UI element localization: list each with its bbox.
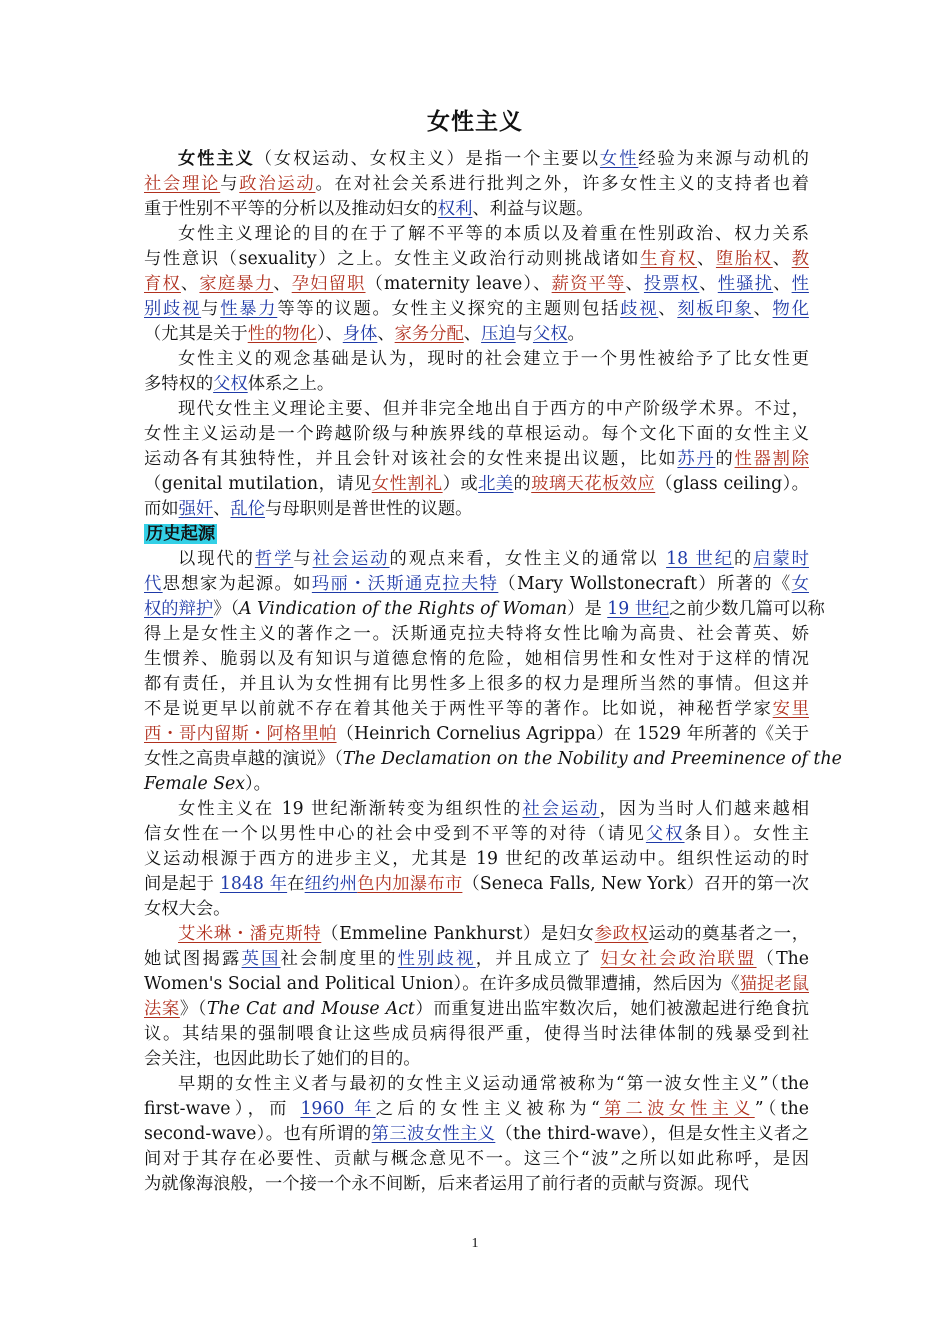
text-line — [144, 547, 809, 572]
wiki-link[interactable]: 18 世纪 — [666, 549, 734, 569]
text-run: 与性意识（sexuality）之上。女性主义政治行动则挑战诸如 — [144, 249, 641, 269]
text-run: 女权大会。 — [144, 899, 231, 919]
text-line — [144, 847, 809, 872]
heading-text: 历史起源 — [146, 524, 216, 544]
text-line — [144, 872, 809, 897]
italic-title: A Vindication of the Rights of Woman — [239, 599, 568, 619]
text-line — [144, 1147, 809, 1172]
wiki-link[interactable]: 苏丹 — [677, 449, 716, 469]
text-run: 生惯养、脆弱以及有知识与道德怠惰的危险，她相信男性和女性对于这样的情况 — [144, 649, 809, 669]
text-run: 与 — [293, 549, 313, 569]
text-run: 、 — [463, 324, 482, 344]
text-line — [144, 347, 809, 372]
text-run: （Mary Wollstonecraft）所著的《 — [498, 574, 792, 594]
text-line — [144, 897, 809, 922]
text-run: first-wave），而 — [144, 1099, 301, 1119]
wiki-link[interactable]: 19 世纪 — [607, 599, 670, 619]
wiki-link-missing[interactable]: 妇女社会政治联盟 — [600, 949, 757, 969]
text-run: （genital mutilation，请见 — [144, 474, 372, 494]
text-line — [144, 272, 809, 297]
text-run: 女性主义运动是一个跨越阶级与种族界线的草根运动。每个文化下面的女性主义 — [144, 424, 809, 444]
wiki-link-missing[interactable]: 色内加瀑布市 — [357, 874, 463, 894]
text-run: 、 — [377, 324, 395, 344]
wiki-link-missing[interactable]: 生育权 — [640, 249, 697, 269]
text-run: 、 — [699, 274, 718, 294]
text-run: 等等的议题。女性主义探究的主题则包括 — [277, 299, 621, 319]
wiki-link[interactable]: 性骚扰 — [717, 274, 774, 294]
wiki-link[interactable]: 刻板印象 — [677, 299, 754, 319]
text-line — [144, 247, 809, 272]
text-run: second-wave）。也有所谓的 — [144, 1124, 372, 1144]
text-line — [144, 922, 809, 947]
wiki-link[interactable]: 身体 — [342, 324, 378, 344]
text-run: 的观点来看，女性主义的通常以 — [389, 549, 667, 569]
text-run: （maternity leave）、 — [365, 274, 552, 294]
wiki-link-missing[interactable]: 孕妇留职 — [291, 274, 366, 294]
text-run: 、 — [625, 274, 644, 294]
wiki-link[interactable]: 父权 — [532, 324, 568, 344]
text-line — [144, 172, 809, 197]
text-run: 体系之上。 — [247, 374, 335, 394]
wiki-link-missing[interactable]: 性器割除 — [734, 449, 809, 469]
page-title: 女性主义 — [427, 108, 523, 135]
italic-title: Female Sex — [144, 774, 246, 794]
wiki-link[interactable]: 第三波女性主义 — [371, 1124, 496, 1144]
text-run: 的 — [715, 449, 735, 469]
text-line — [144, 222, 809, 247]
text-run: 、 — [273, 274, 292, 294]
text-run: 的 — [733, 549, 754, 569]
text-run: 、利益与议题。 — [472, 199, 594, 219]
text-line — [144, 772, 809, 797]
text-run: 而如 — [144, 499, 179, 519]
wiki-link[interactable]: 性暴力 — [220, 299, 278, 319]
wiki-link-missing[interactable]: 堕胎权 — [715, 249, 773, 269]
text-run: Women's Social and Political Union）。在许多成员微罪遭捕，然后因为《 — [144, 974, 740, 994]
wiki-link[interactable]: 投票权 — [643, 274, 700, 294]
wiki-link[interactable]: 别歧视 — [144, 299, 202, 319]
text-run: ，因为当时人们越来越相 — [599, 799, 809, 819]
wiki-link[interactable]: 英国 — [241, 949, 281, 969]
wiki-link[interactable]: 女 — [791, 574, 809, 594]
text-run: 》（ — [213, 599, 240, 619]
wiki-link-missing[interactable]: 猫捉老鼠 — [739, 974, 809, 994]
text-run: ）是 — [567, 599, 608, 619]
text-line — [144, 1122, 809, 1147]
text-run: ”（the — [754, 1099, 809, 1119]
wiki-link[interactable]: 社会运动 — [522, 799, 600, 819]
text-line — [144, 1072, 809, 1097]
text-run: 的 — [513, 474, 532, 494]
text-run: 会关注，也因此助长了她们的目的。 — [144, 1049, 421, 1069]
text-line — [144, 297, 809, 322]
text-run: （尤其是关于 — [144, 324, 248, 344]
text-run: 得上是女性主义的著作之一。沃斯通克拉夫特将女性比喻为高贵、社会菁英、娇 — [144, 624, 809, 644]
text-line — [144, 597, 825, 622]
wiki-link[interactable]: 哲学 — [254, 549, 294, 569]
wiki-link-missing[interactable]: 艾米琳・潘克斯特 — [178, 924, 322, 944]
wiki-link[interactable]: 权利 — [437, 199, 473, 219]
article-body — [144, 147, 842, 1197]
wiki-link[interactable]: 玛丽・沃斯通克拉夫特 — [311, 574, 499, 594]
text-line — [144, 147, 809, 172]
wiki-link[interactable]: 性别歧视 — [397, 949, 476, 969]
text-run: 、 — [658, 299, 678, 319]
text-line — [144, 672, 809, 697]
section-heading — [144, 522, 809, 547]
wiki-link-missing[interactable]: 法案 — [144, 999, 180, 1019]
text-run: 她试图揭露 — [144, 949, 242, 969]
text-run: （Emmeline Pankhurst）是妇女 — [321, 924, 595, 944]
italic-title: The Cat and Mouse Act — [207, 999, 415, 1019]
text-run: 、 — [772, 249, 792, 269]
text-run: 为就像海浪般，一个接一个永不间断，后来者运用了前行者的贡献与资源。现代 — [144, 1174, 749, 1194]
text-run: 社会制度里的 — [280, 949, 398, 969]
text-run: ）而重复进出监牢数次后，她们被激起进行绝食抗 — [414, 999, 809, 1019]
italic-title: The Declamation on the Nobility and Preeminence of the — [342, 749, 842, 769]
text-run: 与母职则是普世性的议题。 — [265, 499, 473, 519]
text-run: 》（ — [179, 999, 208, 1019]
wiki-link[interactable]: 社会运动 — [312, 549, 390, 569]
text-run: ）。 — [245, 774, 271, 794]
text-run: 在 — [287, 874, 305, 894]
text-run: 与 — [220, 174, 240, 194]
text-line — [144, 822, 809, 847]
text-line — [144, 947, 809, 972]
text-run: 多特权的 — [144, 374, 214, 394]
text-line — [144, 397, 809, 422]
text-line — [144, 322, 809, 347]
text-run: 经验为来源与动机的 — [638, 149, 809, 169]
wiki-link-missing[interactable]: 薪资平等 — [551, 274, 626, 294]
text-run: 间是起于 — [144, 874, 220, 894]
wiki-link-missing[interactable]: 玻璃天花板效应 — [531, 474, 656, 494]
text-line — [144, 1047, 809, 1072]
wiki-link[interactable]: 乱伦 — [230, 499, 266, 519]
text-run: 女性主义在 19 世纪渐渐转变为组织性的 — [178, 799, 523, 819]
text-run: （the third-wave），但是女性主义者之 — [495, 1124, 809, 1144]
wiki-link[interactable]: 性 — [791, 274, 809, 294]
text-line — [144, 722, 809, 747]
wiki-link[interactable]: 歧视 — [620, 299, 659, 319]
text-run: 运动各有其独特性，并且会针对该社会的女性来提出议题，比如 — [144, 449, 678, 469]
text-run: 早期的女性主义者与最初的女性主义运动通常被称为“第一波女性主义”（the — [178, 1074, 809, 1094]
text-run: （The — [756, 949, 809, 969]
wiki-link-missing[interactable]: 教 — [791, 249, 809, 269]
text-run: 议。其结果的强制喂食让这些成员病得很严重，使得当时法律体制的残暴受到社 — [144, 1024, 809, 1044]
wiki-link-missing[interactable]: 育权 — [144, 274, 181, 294]
wiki-link[interactable]: 父权 — [645, 824, 685, 844]
page-number: 1 — [471, 1236, 479, 1251]
text-run: 之前少数几篇可以称 — [669, 599, 825, 619]
text-run: （glass ceiling）。 — [655, 474, 809, 494]
text-run: （Heinrich Cornelius Agrippa）在 1529 年所著的《关于 — [336, 724, 809, 744]
bold-term: 女性主义 — [178, 149, 255, 169]
wiki-link[interactable]: 纽约州 — [304, 874, 358, 894]
wiki-link-missing[interactable]: 家务分配 — [394, 324, 464, 344]
text-line — [144, 422, 809, 447]
text-line — [144, 1097, 809, 1122]
text-run: 女性主义的观念基础是认为，现时的社会建立于一个男性被给予了比女性更 — [178, 349, 809, 369]
text-run: 不是说更早以前就不存在着其他关于两性平等的著作。比如说，神秘哲学家 — [144, 699, 773, 719]
text-run: 条目）。女性主 — [684, 824, 809, 844]
text-run: 之后的女性主义被称为“ — [375, 1099, 600, 1119]
text-run: 、 — [213, 499, 231, 519]
text-run: 、 — [753, 299, 773, 319]
wiki-link[interactable]: 代 — [144, 574, 163, 594]
text-line — [144, 997, 809, 1022]
text-run: ）或 — [442, 474, 479, 494]
text-run: 、 — [773, 274, 792, 294]
wiki-link-missing[interactable]: 安里 — [772, 699, 809, 719]
wiki-link[interactable]: 女性 — [599, 149, 639, 169]
text-run: （女权运动、女权主义）是指一个主要以 — [254, 149, 600, 169]
text-run: 思想家为起源。如 — [162, 574, 312, 594]
text-line — [144, 572, 809, 597]
text-run: 女性主义理论的目的在于了解不平等的本质以及着重在性别政治、权力关系 — [178, 224, 809, 244]
wiki-link[interactable]: 北美 — [478, 474, 514, 494]
wiki-link-missing[interactable]: 第二波女性主义 — [599, 1099, 755, 1119]
text-run: 义运动根源于西方的进步主义，尤其是 19 世纪的改革运动中。组织性运动的时 — [144, 849, 809, 869]
text-line — [144, 372, 809, 397]
text-line — [144, 747, 842, 772]
text-run: 、 — [180, 274, 200, 294]
text-run: 间对于其存在必要性、贡献与概念意见不一。这三个“波”之所以如此称呼，是因 — [144, 1149, 809, 1169]
wiki-link[interactable]: 1848 年 — [219, 874, 288, 894]
text-run: 以现代的 — [178, 549, 255, 569]
text-run: 信女性在一个以男性中心的社会中受到不平等的对待（请见 — [144, 824, 646, 844]
wiki-link[interactable]: 物化 — [772, 299, 809, 319]
text-run: （Seneca Falls, New York）召开的第一次 — [462, 874, 809, 894]
text-line — [144, 1172, 809, 1197]
text-run: ，并且成立了 — [475, 949, 601, 969]
text-run: 运动的奠基者之一， — [648, 924, 809, 944]
wiki-link[interactable]: 启蒙时 — [753, 549, 809, 569]
text-line — [144, 622, 809, 647]
wiki-link[interactable]: 1960 年 — [300, 1099, 376, 1119]
text-line — [144, 497, 809, 522]
text-run: 都有责任，并且认为女性拥有比男性多上很多的权力是理所当然的事情。但这并 — [144, 674, 809, 694]
text-run: 、 — [696, 249, 716, 269]
wiki-link-missing[interactable]: 女性割礼 — [371, 474, 443, 494]
text-line — [144, 472, 809, 497]
text-run: 重于性别不平等的分析以及推动妇女的 — [144, 199, 438, 219]
wiki-link[interactable]: 压迫 — [481, 324, 516, 344]
wiki-link-missing[interactable]: 社会理论 — [144, 174, 221, 194]
text-line — [144, 697, 809, 722]
text-line — [144, 972, 809, 997]
wiki-link-missing[interactable]: 政治运动 — [239, 174, 316, 194]
text-run: 与 — [201, 299, 221, 319]
text-line — [144, 197, 809, 222]
wiki-link[interactable]: 权的辩护 — [144, 599, 214, 619]
wiki-link-missing[interactable]: 西・哥内留斯・阿格里帕 — [144, 724, 337, 744]
wiki-link-missing[interactable]: 性的物化 — [247, 324, 317, 344]
wiki-link[interactable]: 父权 — [213, 374, 248, 394]
text-run: ）、 — [316, 324, 343, 344]
text-line — [144, 447, 809, 472]
text-run: 。在对社会关系进行批判之外，许多女性主义的支持者也着 — [315, 174, 809, 194]
text-run: 女性之高贵卓越的演说》（ — [144, 749, 343, 769]
text-run: 现代女性主义理论主要、但并非完全地出自于西方的中产阶级学术界。不过， — [178, 399, 809, 419]
text-line — [144, 647, 809, 672]
text-line — [144, 1022, 809, 1047]
wiki-link[interactable]: 强奸 — [178, 499, 214, 519]
wiki-link-missing[interactable]: 家庭暴力 — [199, 274, 274, 294]
wiki-link-missing[interactable]: 参政权 — [594, 924, 649, 944]
text-run: 。 — [567, 324, 585, 344]
text-line — [144, 797, 809, 822]
text-run: 与 — [515, 324, 533, 344]
